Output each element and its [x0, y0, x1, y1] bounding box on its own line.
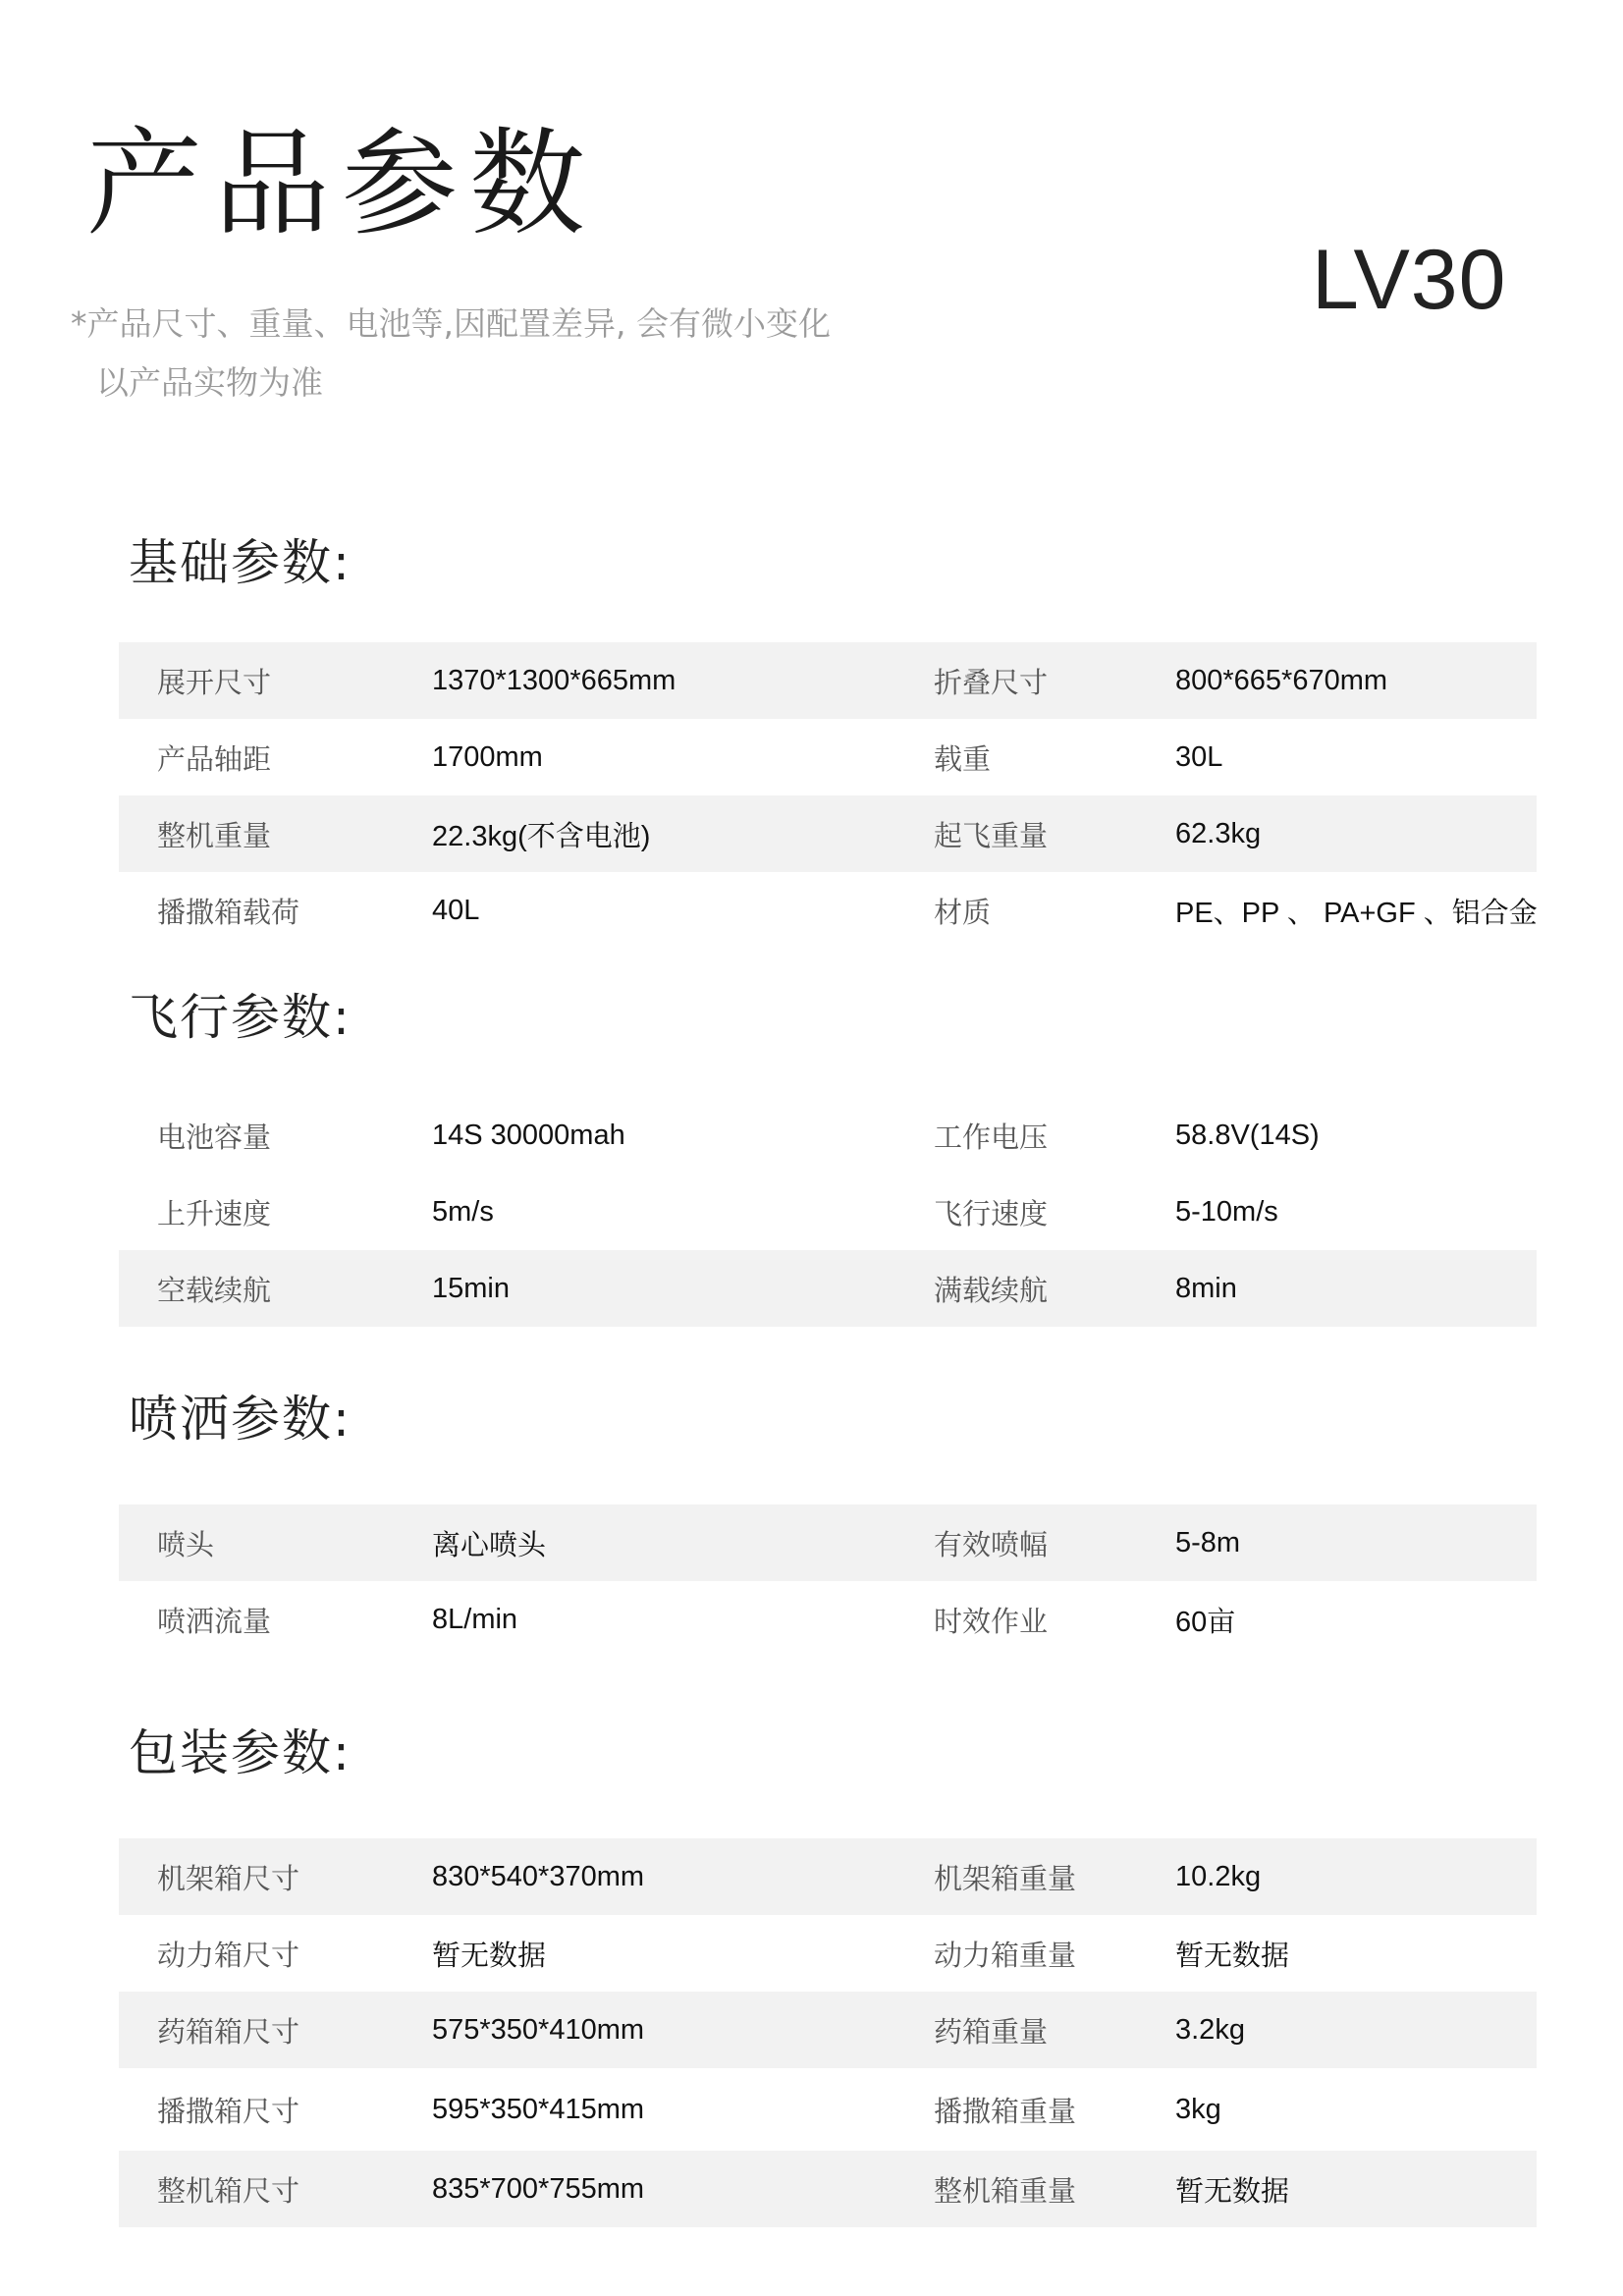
spec-label: 电池容量: [157, 1120, 272, 1154]
disclaimer-line-1: *产品尺寸、重量、电池等,因配置差异, 会有微小变化: [71, 304, 831, 343]
table-row: [119, 1838, 1537, 1915]
table-row: [119, 2068, 1537, 2151]
spec-value: 8L/min: [432, 1603, 518, 1635]
spec-label: 喷洒流量: [157, 1604, 272, 1638]
spec-label: 展开尺寸: [157, 665, 272, 699]
spec-value: 暂无数据: [1175, 2175, 1290, 2208]
table-row: [119, 642, 1537, 719]
spec-value: 15min: [432, 1272, 510, 1304]
table-row: [119, 1915, 1537, 1992]
table-row: [119, 1581, 1537, 1658]
spec-value: 30L: [1175, 740, 1223, 773]
spec-value: 5m/s: [432, 1195, 494, 1228]
spec-label: 起飞重量: [934, 818, 1049, 852]
spec-value: 800*665*670mm: [1175, 664, 1388, 696]
section-title: 基础参数:: [129, 534, 352, 591]
disclaimer-note: [71, 295, 831, 412]
spec-label: 播撒箱重量: [934, 2094, 1077, 2128]
spec-table: [119, 1838, 1537, 2227]
section-basic: [119, 534, 1538, 929]
table-row: [119, 1097, 1537, 1174]
spec-label: 载重: [934, 741, 992, 776]
spec-label: 材质: [934, 895, 992, 929]
table-row: [119, 1504, 1537, 1581]
section-packaging: [119, 1724, 1537, 2208]
spec-label: 折叠尺寸: [934, 665, 1049, 699]
spec-label: 飞行速度: [934, 1196, 1049, 1230]
spec-value: 暂无数据: [1175, 1940, 1290, 1972]
spec-value: 1700mm: [432, 740, 543, 773]
spec-value: 5-10m/s: [1175, 1195, 1278, 1228]
spec-label: 药箱箱尺寸: [157, 2014, 300, 2049]
spec-value: PE、PP 、 PA+GF 、铝合金: [1175, 897, 1538, 929]
spec-label: 时效作业: [934, 1604, 1049, 1638]
spec-label: 播撒箱载荷: [157, 895, 300, 929]
spec-table: [119, 1504, 1537, 1658]
section-title: 飞行参数:: [129, 989, 352, 1046]
table-row: [119, 1174, 1537, 1250]
spec-label: 整机箱重量: [934, 2173, 1077, 2208]
spec-value: 10.2kg: [1175, 1860, 1262, 1892]
spec-value: 58.8V(14S): [1175, 1119, 1320, 1151]
spec-label: 产品轴距: [157, 741, 272, 776]
section-title: 包装参数:: [129, 1724, 352, 1781]
spec-value: 3kg: [1175, 2093, 1221, 2125]
table-row: [119, 1992, 1537, 2068]
table-row: [119, 1250, 1537, 1327]
table-row: [119, 719, 1537, 795]
spec-label: 空载续航: [157, 1273, 272, 1307]
spec-value: 1370*1300*665mm: [432, 664, 676, 696]
spec-label: 工作电压: [934, 1120, 1049, 1154]
spec-value: 575*350*410mm: [432, 2013, 645, 2046]
spec-label: 动力箱尺寸: [157, 1938, 300, 1972]
spec-value: 62.3kg: [1175, 817, 1262, 849]
spec-label: 上升速度: [157, 1196, 272, 1230]
spec-label: 整机重量: [157, 818, 272, 852]
spec-value: 60亩: [1175, 1606, 1236, 1638]
spec-label: 药箱重量: [934, 2014, 1049, 2049]
table-row: [119, 2151, 1537, 2227]
disclaimer-line-2: 以产品实物为准: [96, 363, 323, 402]
model-name: LV30: [1312, 233, 1507, 327]
spec-table: [119, 642, 1537, 949]
spec-value: 22.3kg(不含电池): [432, 820, 651, 852]
spec-value: 3.2kg: [1175, 2013, 1245, 2046]
spec-value: 595*350*415mm: [432, 2093, 645, 2125]
spec-label: 机架箱重量: [934, 1861, 1077, 1895]
spec-value: 离心喷头: [432, 1529, 547, 1561]
spec-table: [119, 1097, 1537, 1327]
spec-label: 有效喷幅: [934, 1527, 1049, 1561]
page-title: 产品参数: [86, 116, 598, 251]
table-row: [119, 795, 1537, 872]
spec-value: 830*540*370mm: [432, 1860, 645, 1892]
section-spray: [119, 1391, 1537, 1638]
spec-value: 8min: [1175, 1272, 1237, 1304]
spec-label: 机架箱尺寸: [157, 1861, 300, 1895]
spec-value: 835*700*755mm: [432, 2172, 645, 2205]
spec-value: 暂无数据: [432, 1940, 547, 1972]
section-flight: [119, 989, 1537, 1307]
table-row: [119, 872, 1537, 949]
spec-value: 40L: [432, 894, 480, 926]
spec-label: 播撒箱尺寸: [157, 2094, 300, 2128]
spec-label: 满载续航: [934, 1273, 1049, 1307]
spec-value: 5-8m: [1175, 1526, 1241, 1558]
section-title: 喷洒参数:: [129, 1391, 352, 1448]
spec-label: 动力箱重量: [934, 1938, 1077, 1972]
spec-label: 喷头: [157, 1527, 215, 1561]
spec-label: 整机箱尺寸: [157, 2173, 300, 2208]
spec-value: 14S 30000mah: [432, 1119, 625, 1151]
